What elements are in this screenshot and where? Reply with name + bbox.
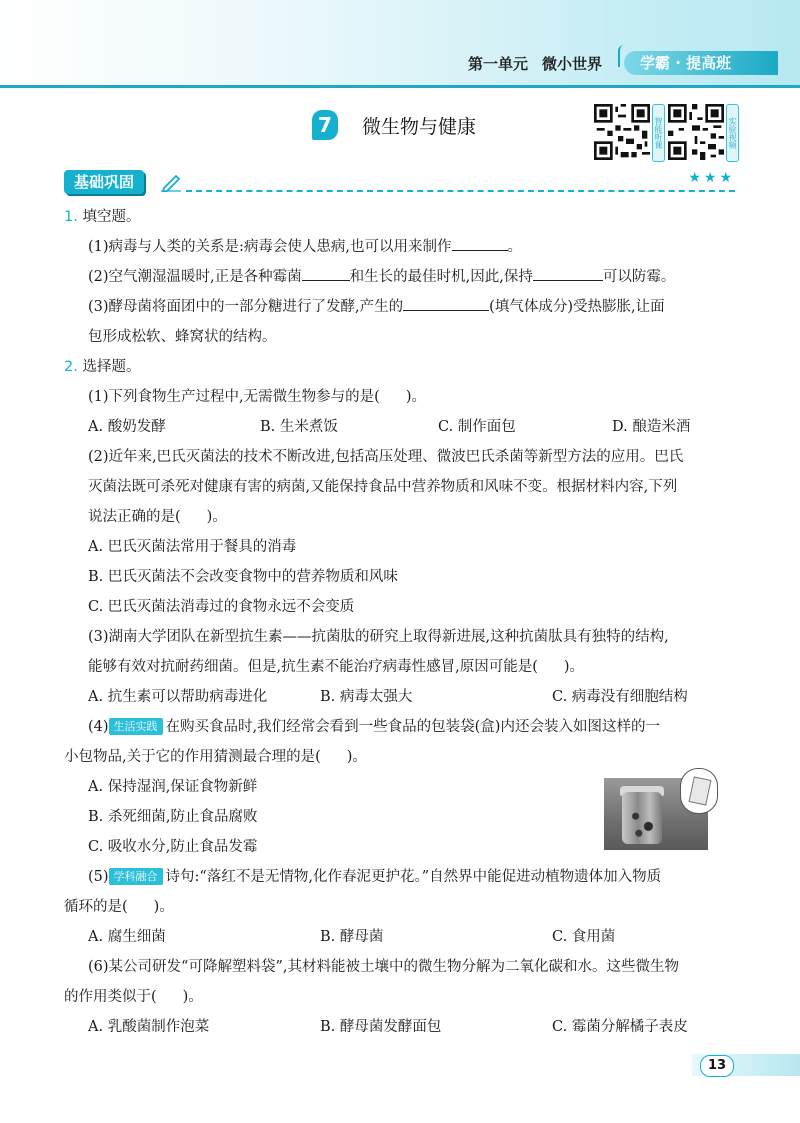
q2-part-1-end: )。 bbox=[405, 389, 426, 405]
q2-heading bbox=[64, 352, 736, 382]
option-d[interactable]: D. 酿造米酒 bbox=[612, 419, 691, 435]
tag-life-practice: 生活实践 bbox=[109, 718, 163, 735]
option-b[interactable]: B. 病毒太强大 bbox=[320, 689, 413, 705]
q2-part-5-text-2: 循环的是( bbox=[64, 899, 128, 915]
q2-part-6-text: 的作用类似于( bbox=[64, 989, 157, 1005]
option-c[interactable]: C. 巴氏灭菌法消毒过的食物永远不会变质 bbox=[88, 599, 355, 615]
brand-text: 学霸 · 提高班 bbox=[640, 54, 732, 72]
option-b[interactable]: B. 杀死细菌,防止食品腐败 bbox=[88, 809, 258, 825]
option-a[interactable]: A. 乳酸菌制作泡菜 bbox=[88, 1019, 210, 1035]
exercise-content bbox=[64, 202, 736, 1042]
q2-part-6-end: )。 bbox=[182, 989, 203, 1005]
option-a[interactable]: A. 腐生细菌 bbox=[88, 929, 166, 945]
section-divider bbox=[186, 190, 735, 192]
tag-subject-fusion: 学科融合 bbox=[109, 868, 163, 885]
q2-part-2-text: 说法正确的是( bbox=[88, 509, 181, 525]
q2-part-4-end: )。 bbox=[346, 749, 367, 765]
q2-part-1-stem bbox=[64, 382, 736, 412]
q2-part-4-line-1 bbox=[64, 712, 736, 742]
q1-item-3-mid: (填气体成分)受热膨胀,让面 bbox=[489, 299, 665, 315]
q2-part-4-text: 在购买食品时,我们经常会看到一些食品的包装袋(盒)内还会装入如图这样的一 bbox=[165, 719, 660, 735]
qr-label-1: 智能听课 bbox=[652, 104, 665, 162]
desiccant-packet-icon bbox=[688, 776, 711, 805]
qr-code-icon[interactable] bbox=[668, 104, 724, 160]
q2-part-3-line-1: (3)湖南大学团队在新型抗生素——抗菌肽的研究上取得新进展,这种抗菌肽具有独特的结构, bbox=[88, 629, 669, 645]
q2-part-5-line-1 bbox=[64, 862, 736, 892]
q1-number: 1. bbox=[64, 209, 78, 225]
q2-part-2-end: )。 bbox=[206, 509, 227, 525]
q2-part-4-line-2 bbox=[64, 742, 736, 772]
q2-part-6-line-1: (6)某公司研发“可降解塑料袋”,其材料能被土壤中的微生物分解为二氧化碳和水。这些微生物 bbox=[88, 959, 679, 975]
q2-part-3-line-2 bbox=[64, 652, 736, 682]
section-header bbox=[64, 168, 735, 196]
q1-item-2-mid: 和生长的最佳时机,因此,保持 bbox=[349, 269, 533, 285]
unit-label: 第一单元 bbox=[468, 55, 529, 73]
q2-part-3-options bbox=[64, 682, 736, 712]
q2-part-1-options bbox=[64, 412, 736, 442]
q2-part-5-options bbox=[64, 922, 736, 952]
option-c[interactable]: C. 病毒没有细胞结构 bbox=[552, 689, 688, 705]
lesson-title: 微生物与健康 bbox=[362, 116, 477, 138]
section-title: 基础巩固 bbox=[64, 170, 144, 194]
option-c[interactable]: C. 制作面包 bbox=[438, 419, 516, 435]
unit-title: 微小世界 bbox=[542, 55, 603, 73]
qr-label-2: 实验视频 bbox=[726, 104, 739, 162]
q1-item-3-cont: 包形成松软、蜂窝状的结构。 bbox=[88, 329, 277, 345]
q2-number: 2. bbox=[64, 359, 78, 375]
leaf-icon bbox=[618, 45, 632, 67]
q1-item-1-text: (1)病毒与人类的关系是:病毒会使人患病,也可以用来制作 bbox=[88, 239, 452, 255]
option-b[interactable]: B. 酵母菌 bbox=[320, 929, 384, 945]
q1-item-2-end: 可以防霉。 bbox=[602, 269, 676, 285]
answer-blank[interactable] bbox=[533, 264, 603, 281]
answer-blank[interactable] bbox=[302, 264, 350, 281]
answer-blank[interactable] bbox=[452, 234, 508, 251]
option-b[interactable]: B. 巴氏灭菌法不会改变食物中的营养物质和风味 bbox=[88, 569, 398, 585]
option-a[interactable]: A. 保持湿润,保证食物新鲜 bbox=[88, 779, 258, 795]
q2-part-6-options bbox=[64, 1012, 736, 1042]
qr-code-icon[interactable] bbox=[594, 104, 650, 160]
brand-badge bbox=[624, 51, 778, 75]
q2-part-5-line-2 bbox=[64, 892, 736, 922]
q1-title: 填空题。 bbox=[82, 209, 141, 225]
option-c[interactable]: C. 霉菌分解橘子表皮 bbox=[552, 1019, 688, 1035]
answer-blank[interactable] bbox=[403, 294, 489, 311]
q2-title: 选择题。 bbox=[82, 359, 141, 375]
option-c[interactable]: C. 食用菌 bbox=[552, 929, 616, 945]
q1-item-3 bbox=[64, 292, 736, 322]
packet-callout bbox=[680, 768, 718, 814]
option-a[interactable]: A. 酸奶发酵 bbox=[88, 419, 166, 435]
header-unit bbox=[468, 53, 616, 74]
q1-item-1-end: 。 bbox=[507, 239, 523, 255]
option-a[interactable]: A. 抗生素可以帮助病毒进化 bbox=[88, 689, 268, 705]
q2-part-6-line-2 bbox=[64, 982, 736, 1012]
option-a[interactable]: A. 巴氏灭菌法常用于餐具的消毒 bbox=[88, 539, 297, 555]
lesson-number: 7 bbox=[312, 110, 338, 140]
option-b[interactable]: B. 生米煮饭 bbox=[260, 419, 338, 435]
q2-part-5-number: (5) bbox=[88, 869, 109, 885]
q2-part-1-text: (1)下列食物生产过程中,无需微生物参与的是( bbox=[88, 389, 380, 405]
q2-part-4-text-2: 小包物品,关于它的作用猜测最合理的是( bbox=[64, 749, 321, 765]
q2-part-3-end: )。 bbox=[563, 659, 585, 675]
q1-heading bbox=[64, 202, 736, 232]
q1-item-3-text: (3)酵母菌将面团中的一部分糖进行了发酵,产生的 bbox=[88, 299, 404, 315]
page-number: 13 bbox=[700, 1055, 734, 1077]
difficulty-stars: ★★★ bbox=[688, 170, 735, 186]
jar-contents bbox=[626, 806, 658, 840]
q2-part-5-text: 诗句:“落红不是无情物,化作春泥更护花。”自然界中能促进动植物遗体加入物质 bbox=[165, 869, 662, 885]
q2-part-2-line-1: (2)近年来,巴氏灭菌法的技术不断改进,包括高压处理、微波巴氏杀菌等新型方法的应用。巴氏 bbox=[88, 449, 684, 465]
q2-part-2-line-2: 灭菌法既可杀死对健康有害的病菌,又能保持食品中营养物质和风味不变。根据材料内容,下列 bbox=[88, 479, 678, 495]
pencil-icon bbox=[161, 172, 183, 192]
header-divider bbox=[0, 85, 800, 88]
q1-item-2 bbox=[64, 262, 736, 292]
q2-part-5-end: )。 bbox=[153, 899, 174, 915]
option-b[interactable]: B. 酵母菌发酵面包 bbox=[320, 1019, 442, 1035]
q1-item-2-text: (2)空气潮湿温暖时,正是各种霉菌 bbox=[88, 269, 302, 285]
option-c[interactable]: C. 吸收水分,防止食品发霉 bbox=[88, 839, 258, 855]
q2-part-4-number: (4) bbox=[88, 719, 109, 735]
q2-part-3-text: 能够有效对抗耐药细菌。但是,抗生素不能治疗病毒性感冒,原因可能是( bbox=[88, 659, 538, 675]
q1-item-1 bbox=[64, 232, 736, 262]
q2-part-2-line-3 bbox=[64, 502, 736, 532]
